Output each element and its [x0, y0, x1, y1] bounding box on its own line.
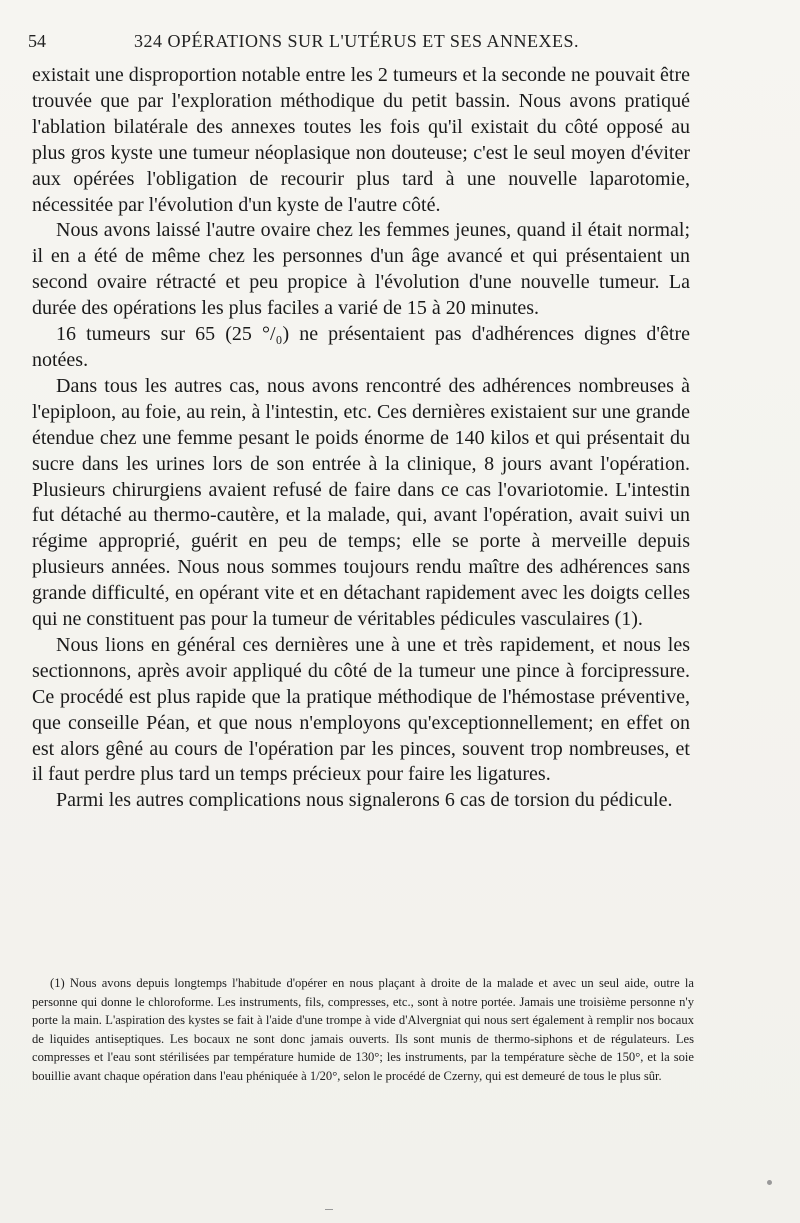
paragraph: Parmi les autres complications nous signalerons 6 cas de torsion du pédicule.	[56, 789, 673, 812]
main-text	[32, 63, 690, 814]
paragraph: Nous lions en général ces dernières une à une et très rapidement, et nous les sectionnons, après avoir appliqué du côté de la tumeur une pince à forcipressure. Ce procédé est plus rapide que la pratique méthodique de l'hémostase préventive, que conseille Péan, et que nous n'employons qu'exceptionnellement; en effet on est alors gêné au cours de l'opération par les pinces, souvent trop nombreuses, et il faut perdre plus tard un temps précieux pour faire les ligatures.	[32, 633, 690, 786]
page-blemish	[767, 1180, 772, 1185]
page-number: 54	[28, 31, 46, 51]
paragraph: 16 tumeurs sur 65 (25 °/₀) ne présentaient pas d'adhérences dignes d'être notées.	[32, 323, 690, 371]
footnote: (1) Nous avons depuis longtemps l'habitude d'opérer en nous plaçant à droite de la malade et avec un seul aide, outre la personne qui donne le chloroforme. Les instruments, fils, compresses, etc., sont à notre portée. Jamais une troisième personne n'y porte la main. L'aspiration des kystes se fait à l'aide d'une trompe à vide d'Alvergniat qui nous sert également à remplir nos bocaux de liquides antiseptiques. Les bocaux ne sont donc jamais ouverts. Ils sont munis de thermo-siphons et de régulateurs. Les compresses et l'eau sont stérilisées par température humide de 130°; les instruments, par la température sèche de 150°, et la soie bouillie avant chaque opération dans l'eau phéniquée à 1/20°, selon le procédé de Czerny, qui est demeuré de tous le plus sûr.	[32, 976, 694, 1083]
running-title: 324 OPÉRATIONS SUR L'UTÉRUS ET SES ANNEXES.	[134, 31, 579, 51]
page-header	[28, 31, 768, 55]
page-mark	[325, 1209, 333, 1210]
paragraph-continued: existait une disproportion notable entre les 2 tumeurs et la seconde ne pouvait être trouvée que par l'exploration méthodique du petit bassin. Nous avons pratiqué l'ablation bilatérale des annexes toutes les fois qu'il existait du côté opposé au plus gros kyste une tumeur néoplasique non douteuse; c'est le seul moyen d'éviter aux opérées l'obligation de recourir plus tard à une nouvelle laparotomie, nécessitée par l'évolution d'un kyste de l'autre côté.	[32, 64, 690, 216]
footnote-block	[32, 974, 694, 1086]
paragraph: Dans tous les autres cas, nous avons rencontré des adhérences nombreuses à l'epiploon, au foie, au rein, à l'intestin, etc. Ces dernières existaient sur une grande étendue chez une femme pesant le poids énorme de 140 kilos et qui présentait du sucre dans les urines lors de son entrée à la clinique, 8 jours avant l'opération. Plusieurs chirurgiens avaient refusé de faire dans ce cas l'ovariotomie. L'intestin fut détaché au thermo-cautère, et la malade, qui, avant l'opération, avait suivi un régime approprié, guérit en peu de temps; elle se porte à merveille depuis plusieurs années. Nous nous sommes toujours rendu maître des adhérences sans grande difficulté, en opérant vite et en détachant rapidement avec les doigts celles qui ne constituent pas pour la tumeur de véritables pédicules vasculaires (1).	[32, 374, 690, 631]
paragraph: Nous avons laissé l'autre ovaire chez les femmes jeunes, quand il était normal; il en a été de même chez les personnes d'un âge avancé et qui présentaient un second ovaire rétracté et peu propice à l'évolution d'une nouvelle tumeur. La durée des opérations les plus faciles a varié de 15 à 20 minutes.	[32, 219, 690, 320]
